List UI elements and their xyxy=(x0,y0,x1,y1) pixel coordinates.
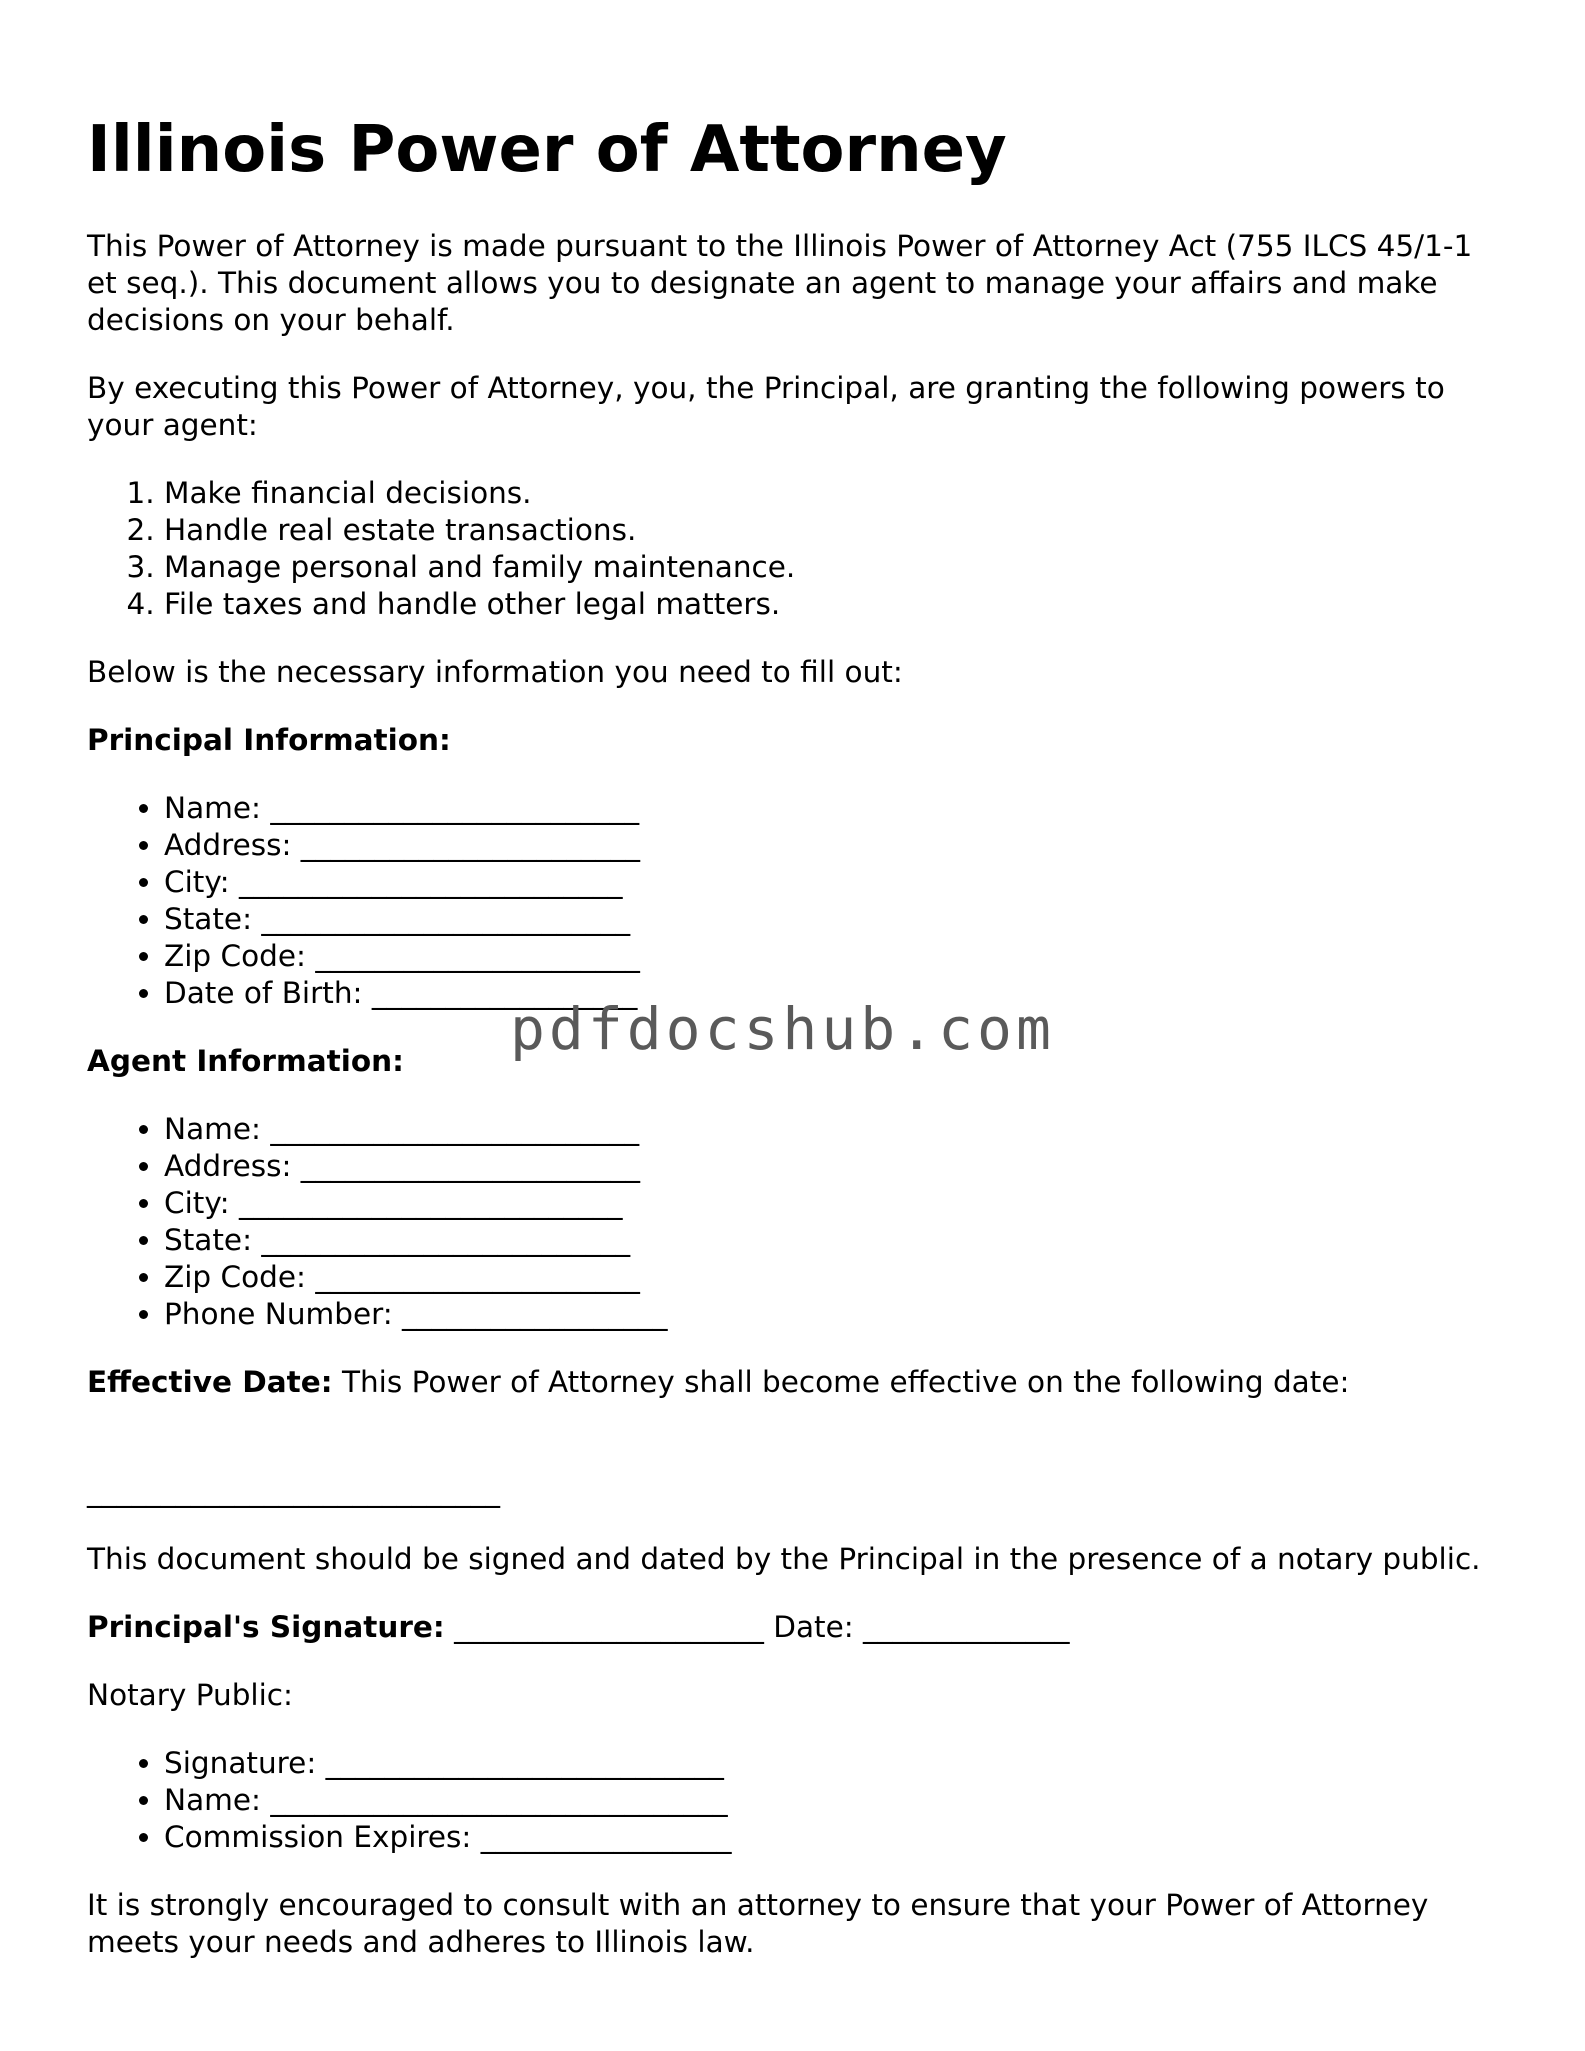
effective-date-label: Effective Date: xyxy=(87,1365,333,1399)
agent-state-field: • State: _________________________ xyxy=(164,1222,1507,1259)
document-body xyxy=(87,228,1507,1992)
principal-heading xyxy=(87,722,1507,759)
page-title: Illinois Power of Attorney xyxy=(87,113,1007,187)
signature-blank: _____________________ xyxy=(444,1610,764,1644)
powers-intro: By executing this Power of Attorney, you, the Principal, are granting the following powers to your agent: xyxy=(87,371,1445,442)
notary-commission-field: • Commission Expires: _________________ xyxy=(164,1819,1507,1856)
info-intro: Below is the necessary information you need to fill out: xyxy=(87,655,903,689)
agent-fields-list xyxy=(87,1111,1507,1333)
agent-phone-field: • Phone Number: __________________ xyxy=(164,1296,1507,1333)
agent-name-field: • Name: _________________________ xyxy=(164,1111,1507,1148)
agent-city-field: • City: __________________________ xyxy=(164,1185,1507,1222)
effective-date-blank: ____________________________ xyxy=(87,1474,500,1508)
list-item: 1. Make financial decisions. xyxy=(164,475,1507,512)
agent-address-field: • Address: _______________________ xyxy=(164,1148,1507,1185)
principal-heading-text: Principal Information: xyxy=(87,723,451,757)
powers-list xyxy=(87,475,1507,623)
principal-dob-field: • Date of Birth: __________________ xyxy=(164,975,1507,1012)
closing-paragraph: It is strongly encouraged to consult with an attorney to ensure that your Power of Attorney meets your needs and adheres to Illinois law. xyxy=(87,1888,1429,1959)
principal-fields-list xyxy=(87,790,1507,1012)
signature-date: Date: ______________ xyxy=(763,1610,1070,1644)
watermark: pdfdocshub.com xyxy=(510,995,1055,1063)
principal-zip-field: • Zip Code: ______________________ xyxy=(164,938,1507,975)
notary-signature-field: • Signature: ___________________________ xyxy=(164,1745,1507,1782)
agent-heading-text: Agent Information: xyxy=(87,1044,404,1078)
principal-state-field: • State: _________________________ xyxy=(164,901,1507,938)
notary-name-field: • Name: _______________________________ xyxy=(164,1782,1507,1819)
signature-line xyxy=(87,1609,1507,1646)
list-item: 2. Handle real estate transactions. xyxy=(164,512,1507,549)
list-item: 3. Manage personal and family maintenance. xyxy=(164,549,1507,586)
intro-paragraph: This Power of Attorney is made pursuant to the Illinois Power of Attorney Act (755 ILCS 45/1-1 et seq.). This document allows you to designate an agent to manage your affairs and make decisions on your behalf. xyxy=(87,229,1473,337)
signing-note: This document should be signed and dated by the Principal in the presence of a notary public. xyxy=(87,1542,1481,1576)
agent-zip-field: • Zip Code: ______________________ xyxy=(164,1259,1507,1296)
principal-city-field: • City: __________________________ xyxy=(164,864,1507,901)
effective-date-text: This Power of Attorney shall become effective on the following date: xyxy=(332,1365,1350,1399)
list-item: 4. File taxes and handle other legal matters. xyxy=(164,586,1507,623)
principal-address-field: • Address: _______________________ xyxy=(164,827,1507,864)
notary-heading: Notary Public: xyxy=(87,1678,293,1712)
principal-name-field: • Name: _________________________ xyxy=(164,790,1507,827)
signature-label: Principal's Signature: xyxy=(87,1610,445,1644)
effective-date-paragraph xyxy=(87,1364,1507,1401)
notary-fields-list xyxy=(87,1745,1507,1856)
